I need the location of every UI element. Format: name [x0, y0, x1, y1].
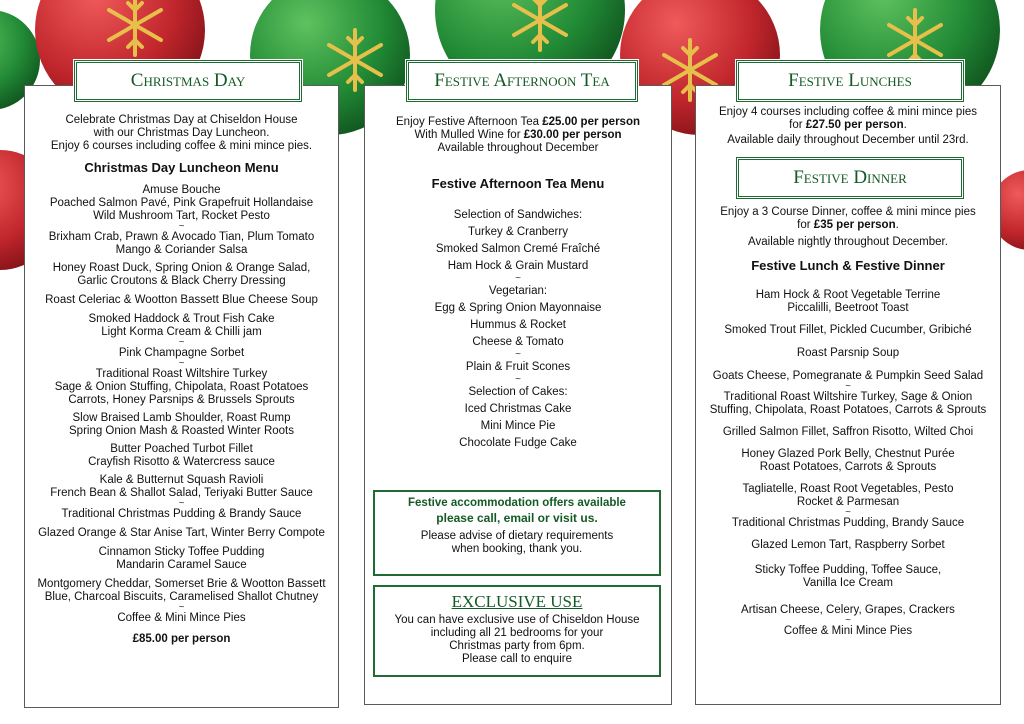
separator: ~ [178, 602, 185, 613]
menu-line: Selection of Sandwiches: [453, 209, 583, 221]
christmas-day-panel [24, 85, 339, 708]
menu-line: Smoked Trout Fillet, Pickled Cucumber, Gribiché [724, 324, 972, 336]
menu-line: Ham Hock & Root Vegetable Terrine [755, 289, 941, 301]
christmas-day-menu [25, 184, 338, 646]
menu-line: Roast Parsnip Soup [796, 347, 900, 359]
menu-line: Honey Roast Duck, Spring Onion & Orange Salad, [52, 262, 311, 274]
intro-text: for [797, 219, 814, 231]
intro-text: . [903, 119, 907, 131]
menu-line: Poached Salmon Pavé, Pink Grapefruit Hollandaise [49, 197, 314, 209]
intro-line: with our Christmas Day Luncheon. [93, 127, 270, 139]
menu-line: Coffee & Mini Mince Pies [783, 625, 913, 637]
menu-line: Traditional Christmas Pudding, Brandy Sauce [731, 517, 965, 529]
festive-menu-heading: Festive Lunch & Festive Dinner [751, 258, 945, 273]
exclusive-line: including all 21 bedrooms for your [430, 627, 604, 639]
menu-line: Cinnamon Sticky Toffee Pudding [98, 546, 265, 558]
menu-line: Amuse Bouche [142, 184, 221, 196]
menu-line: Roast Celeriac & Wootton Bassett Blue Cheese Soup [45, 294, 318, 306]
intro-text: for [789, 119, 806, 131]
separator: ~ [845, 615, 851, 626]
menu-line: Stuffing, Chipolata, Roast Potatoes, Carrots & Sprouts [709, 404, 987, 416]
separator: ~ [178, 221, 185, 232]
menu-line: Vanilla Ice Cream [803, 577, 893, 589]
menu-line: Pink Champagne Sorbet [118, 347, 245, 359]
separator: ~ [178, 337, 185, 348]
menu-line: Wild Mushroom Tart, Rocket Pesto [93, 210, 270, 222]
menu-line: Egg & Spring Onion Mayonnaise [434, 302, 602, 314]
afternoon-tea-menu-heading: Festive Afternoon Tea Menu [431, 176, 605, 191]
festive-menu [696, 289, 1000, 638]
menu-line: Cheese & Tomato [472, 336, 564, 348]
exclusive-line: Christmas party from 6pm. [449, 640, 585, 652]
menu-line: Mini Mince Pie [480, 420, 556, 432]
menu-line: Tagliatelle, Roast Root Vegetables, Pesto [742, 483, 954, 495]
separator: ~ [178, 498, 185, 509]
menu-line: Crayfish Risotto & Watercress sauce [88, 456, 275, 468]
separator: ~ [845, 507, 851, 518]
menu-line: Kale & Butternut Squash Ravioli [99, 474, 264, 486]
menu-line: Spring Onion Mash & Roasted Winter Roots [69, 425, 294, 437]
menu-line: Sage & Onion Stuffing, Chipolata, Roast Potatoes [54, 381, 309, 393]
exclusive-line: Please call to enquire [462, 653, 572, 665]
menu-line: Chocolate Fudge Cake [459, 437, 577, 449]
festive-lunches-title: Festive Lunches [736, 60, 964, 102]
accommodation-box [373, 490, 661, 576]
lunch-price: £27.50 per person [805, 119, 904, 131]
menu-line: Blue, Charcoal Biscuits, Caramelised Shallot Chutney [44, 591, 319, 603]
intro-line [365, 116, 671, 129]
afternoon-tea-intro [365, 116, 671, 155]
intro-text: Enjoy Festive Afternoon Tea [396, 116, 543, 128]
dietary-line: when booking, thank you. [451, 543, 583, 555]
tea-price: £25.00 per person [542, 116, 640, 128]
menu-line: Hummus & Rocket [470, 319, 566, 331]
menu-line: Light Korma Cream & Chilli jam [101, 326, 262, 338]
exclusive-use-box [373, 585, 661, 677]
menu-line: Slow Braised Lamb Shoulder, Roast Rump [72, 412, 291, 424]
intro-line: Available throughout December [437, 142, 599, 154]
menu-line: Grilled Salmon Fillet, Saffron Risotto, Wilted Choi [722, 426, 974, 438]
dinner-price: £35 per person [813, 219, 896, 231]
separator: ~ [515, 349, 521, 360]
menu-line: Turkey & Cranberry [468, 226, 568, 238]
menu-line: Mango & Coriander Salsa [115, 244, 248, 256]
menu-line: Glazed Orange & Star Anise Tart, Winter Berry Compote [38, 527, 325, 539]
intro-line [696, 219, 1000, 232]
festive-lunches-intro [696, 106, 1000, 147]
intro-line: Enjoy 4 courses including coffee & mini mince pies [718, 106, 978, 118]
menu-line: Glazed Lemon Tart, Raspberry Sorbet [751, 539, 945, 551]
intro-line: Available daily throughout December until 23rd. [727, 134, 969, 146]
intro-line: Celebrate Christmas Day at Chiseldon House [65, 114, 298, 126]
festive-dinner-intro [696, 206, 1000, 249]
menu-line: Piccalilli, Beetroot Toast [787, 302, 909, 314]
menu-line: Rocket & Parmesan [796, 496, 900, 508]
christmas-day-menu-heading: Christmas Day Luncheon Menu [84, 160, 279, 175]
exclusive-use-title: EXCLUSIVE USE [451, 592, 583, 611]
separator: ~ [845, 381, 851, 392]
accommodation-line: please call, email or visit us. [436, 511, 598, 525]
afternoon-tea-menu [365, 207, 671, 452]
menu-line: French Bean & Shallot Salad, Teriyaki Butter Sauce [50, 487, 313, 499]
accommodation-line: Festive accommodation offers available [408, 497, 626, 509]
dietary-line: Please advise of dietary requirements [420, 530, 614, 542]
intro-text: . [895, 219, 899, 231]
mulled-wine-price: £30.00 per person [523, 129, 622, 141]
intro-line [696, 119, 1000, 132]
menu-line: Brixham Crab, Prawn & Avocado Tian, Plum Tomato [48, 231, 315, 243]
festive-dinner-title: Festive Dinner [736, 157, 964, 199]
menu-line: Sticky Toffee Pudding, Toffee Sauce, [754, 564, 942, 576]
menu-line: Selection of Cakes: [468, 386, 568, 398]
intro-text: With Mulled Wine for [414, 129, 524, 141]
intro-line: Enjoy a 3 Course Dinner, coffee & mini mince pies [720, 206, 976, 218]
menu-line: Mandarin Caramel Sauce [116, 559, 247, 571]
menu-line: Ham Hock & Grain Mustard [447, 260, 589, 272]
separator: ~ [515, 273, 521, 284]
intro-line: Available nightly throughout December. [748, 236, 948, 248]
menu-line: Iced Christmas Cake [464, 403, 572, 415]
menu-line: Smoked Haddock & Trout Fish Cake [88, 313, 275, 325]
menu-line: Traditional Roast Wiltshire Turkey, Sage & Onion [723, 391, 973, 403]
menu-line: Traditional Roast Wiltshire Turkey [95, 368, 268, 380]
separator: ~ [515, 374, 521, 385]
menu-line: Montgomery Cheddar, Somerset Brie & Wootton Bassett [37, 578, 326, 590]
afternoon-tea-title: Festive Afternoon Tea [406, 60, 638, 102]
christmas-day-intro [25, 114, 338, 153]
menu-line: Goats Cheese, Pomegranate & Pumpkin Seed Salad [712, 370, 984, 382]
christmas-day-title: Christmas Day [74, 60, 302, 102]
exclusive-line: You can have exclusive use of Chiseldon House [394, 614, 640, 626]
afternoon-tea-panel [364, 85, 672, 705]
menu-line: Carrots, Honey Parsnips & Brussels Sprouts [68, 394, 295, 406]
menu-line: Coffee & Mini Mince Pies [117, 612, 246, 624]
separator: ~ [178, 358, 185, 369]
menu-line: Traditional Christmas Pudding & Brandy Sauce [61, 508, 302, 520]
menu-line: Smoked Salmon Cremé Fraîché [435, 243, 601, 255]
menu-line: Roast Potatoes, Carrots & Sprouts [759, 461, 937, 473]
menu-line: Honey Glazed Pork Belly, Chestnut Purée [741, 448, 955, 460]
menu-line: Plain & Fruit Scones [465, 361, 571, 373]
intro-line: Enjoy 6 courses including coffee & mini mince pies. [50, 140, 313, 152]
menu-line: Vegetarian: [488, 285, 548, 297]
menu-line: Butter Poached Turbot Fillet [110, 443, 253, 455]
intro-line [365, 129, 671, 142]
christmas-day-price: £85.00 per person [132, 633, 231, 645]
menu-line: Artisan Cheese, Celery, Grapes, Crackers [741, 604, 955, 616]
menu-line: Garlic Croutons & Black Cherry Dressing [77, 275, 286, 287]
